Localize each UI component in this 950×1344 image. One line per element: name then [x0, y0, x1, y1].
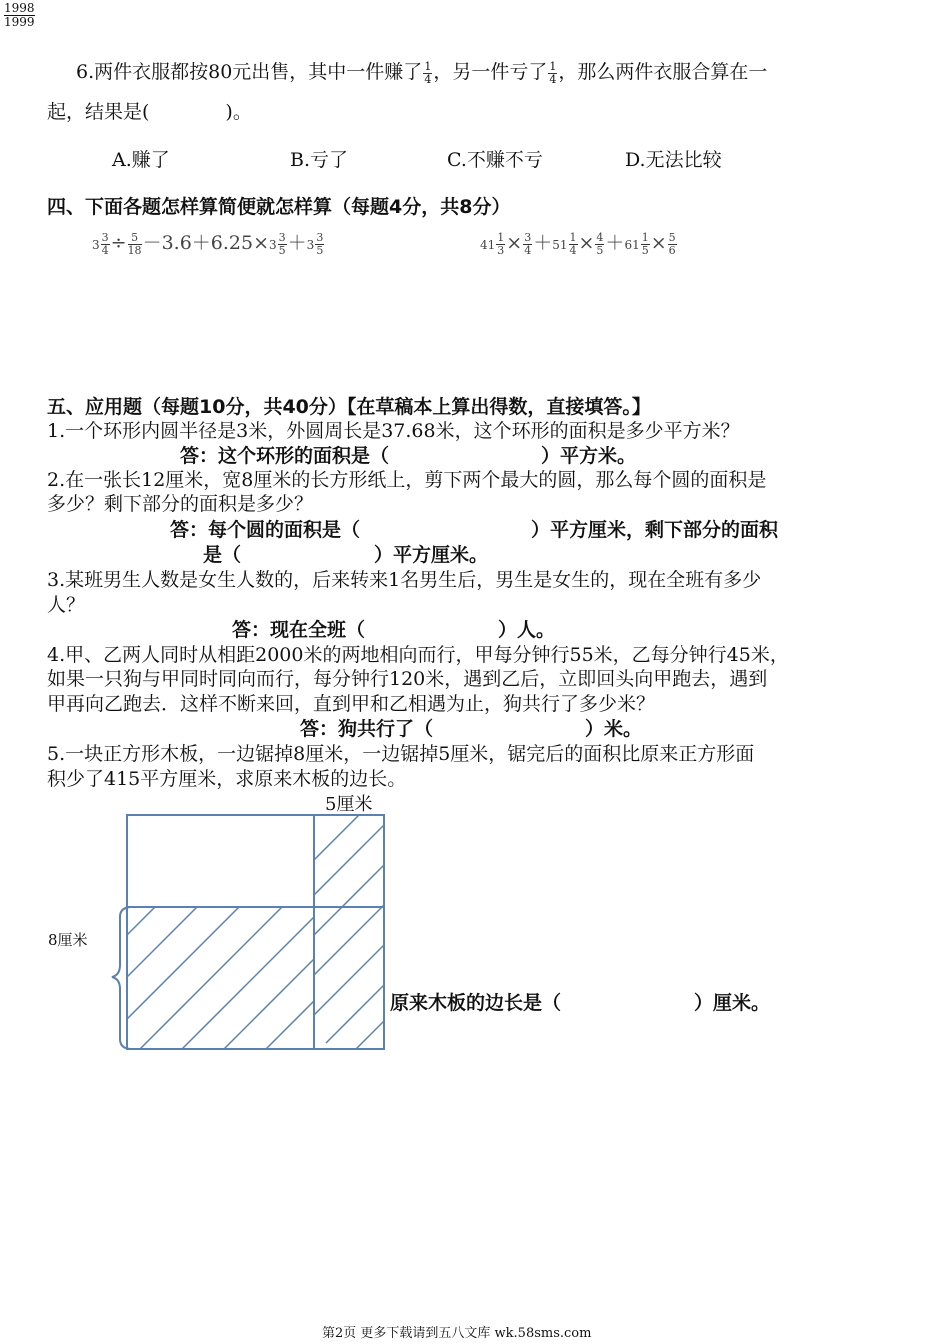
answer-5: 原来木板的边长是（ ）厘米。 — [390, 992, 771, 1014]
problem-2-line1: 2.在一张长12厘米，宽8厘米的长方形纸上，剪下两个最大的圆，那么每个圆的面积是 — [47, 469, 767, 491]
problem-3-line2: 人？ — [47, 594, 86, 616]
section4-expression-2: 41 $\frac{1}{3}$ × $\frac{3}{4}$ ＋51 $\frac{1}{4}$ × $\frac{4}{5}$ ＋61 $\frac{1}{5}$ × $\frac{5}{6}$ — [480, 230, 676, 257]
q6-line1: 6.两件衣服都按80元出售，其中一件赚了 $\frac{1}{4}$ ，另一件亏了 $\frac{1}{4}$ ，那么两件衣服合算在一 — [76, 59, 768, 86]
hatching-bottom-strip — [127, 907, 314, 1049]
problem-5-line2: 积少了415平方厘米，求原来木板的边长。 — [47, 768, 407, 790]
q6-line2: 起，结果是( )。 — [47, 101, 252, 123]
problem-1: 1.一个环形内圆半径是3米，外圆周长是37.68米，这个环形的面积是多少平方米？ — [47, 420, 740, 442]
problem-3-line1: 3.某班男生人数是女生人数的，后来转来1名男生后，男生是女生的，现在全班有多少 — [47, 569, 762, 591]
answer-4: 答：狗共行了（ ）米。 — [300, 718, 643, 740]
answer-3: 答：现在全班（ ）人。 — [232, 619, 556, 641]
section5-title: 五、应用题（每题10分，共40分）【在草稿本上算出得数，直接填答。】 — [47, 396, 651, 418]
problem-2-line2: 多少？剩下部分的面积是多少？ — [47, 493, 314, 515]
answer-2-line2: 是（ ）平方厘米。 — [203, 544, 489, 566]
q6-fraction-1: $\frac{1}{4}$ — [424, 59, 432, 86]
problem-4-line3: 甲再向乙跑去．这样不断来回，直到甲和乙相遇为止，狗共行了多少米？ — [47, 693, 656, 715]
answer-1: 答：这个环形的面积是（ ）平方米。 — [180, 445, 637, 467]
board-outline — [127, 815, 384, 1049]
diagram-label-5cm: 5厘米 — [325, 794, 373, 815]
q6-fraction-2: $\frac{1}{4}$ — [549, 59, 557, 86]
section4-title: 四、下面各题怎样算简便就怎样算（每题4分，共8分） — [47, 196, 511, 218]
hatching-right-strip — [314, 815, 384, 1049]
diagram-label-8cm: 8厘米 — [48, 931, 88, 949]
year-top: 1998 — [4, 1, 35, 15]
problem-5-line1: 5.一块正方形木板，一边锯掉8厘米，一边锯掉5厘米，锯完后的面积比原来正方形面 — [47, 743, 755, 765]
answer-2-line1: 答：每个圆的面积是（ ）平方厘米，剩下部分的面积 — [170, 519, 779, 541]
page-footer: 第2页 更多下载请到五八文库 wk.58sms.com — [322, 1326, 592, 1341]
section4-expression-1: 3 $\frac{3}{4}$ ÷ $\frac{5}{18}$ －3.6＋6.25×3 $\frac{3}{5}$ ＋3 $\frac{3}{5}$ — [92, 230, 324, 257]
problem-4-line1: 4.甲、乙两人同时从相距2000米的两地相向而行，甲每分钟行55米，乙每分钟行45米， — [47, 644, 789, 666]
brace-8cm — [112, 907, 132, 1049]
q6-option-c: C.不赚不亏 — [447, 149, 543, 171]
q6-option-b: B.亏了 — [290, 149, 349, 171]
q6-option-d: D.无法比较 — [625, 149, 722, 171]
year-bottom: 1999 — [4, 15, 35, 29]
q6-option-a: A.赚了 — [112, 149, 170, 171]
problem-4-line2: 如果一只狗与甲同时同向而行，每分钟行120米，遇到乙后，立即回头向甲跑去，遇到 — [47, 668, 768, 690]
